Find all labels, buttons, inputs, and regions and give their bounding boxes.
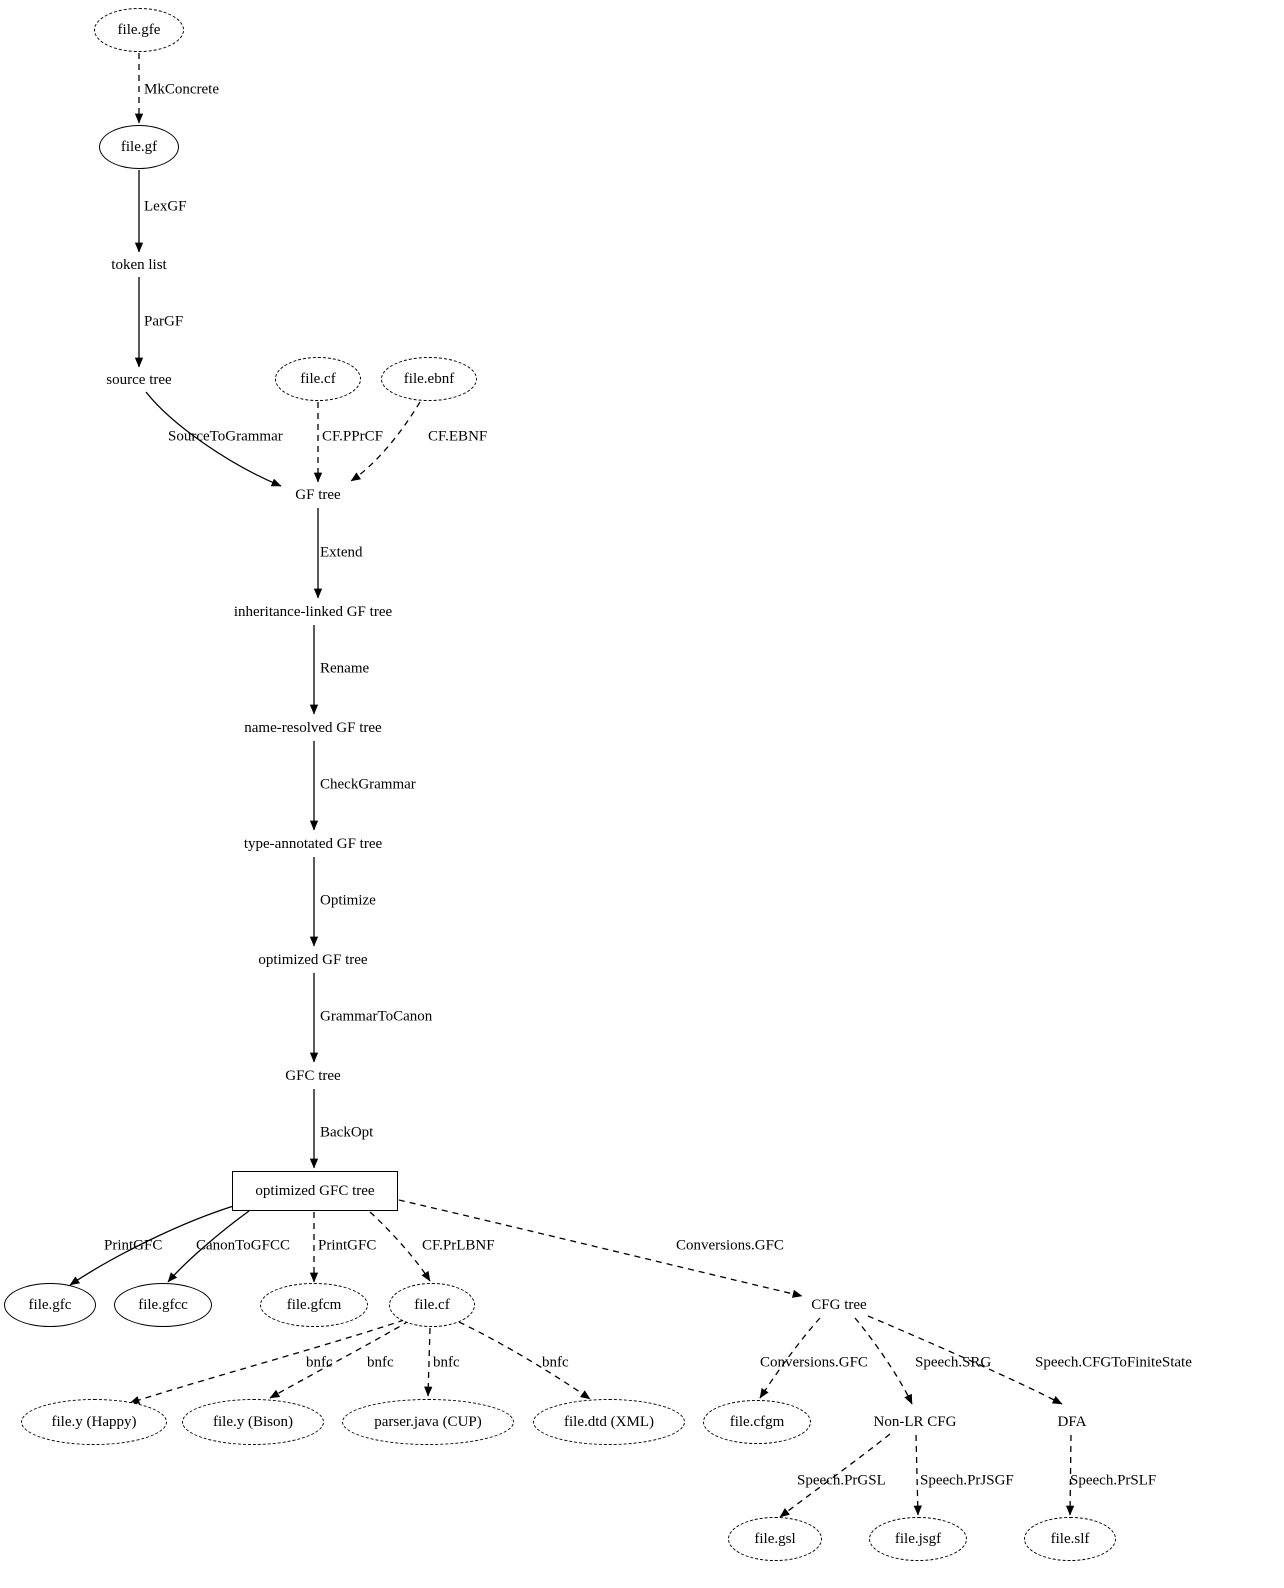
node-type-annotated-gf-tree <box>213 833 413 855</box>
node-label: GF tree <box>295 486 341 503</box>
edge-label-speech-srg: Speech.SRG <box>915 1354 992 1371</box>
node-label: source tree <box>106 371 172 388</box>
node-file-ebnf[interactable] <box>381 357 477 401</box>
edge-label-checkgrammar: CheckGrammar <box>320 776 416 793</box>
edge-file-cf-to-parser-java-cup <box>428 1328 430 1396</box>
node-file-cfgm[interactable] <box>703 1400 811 1444</box>
edge-optimized-gfc-to-file-cf <box>370 1212 430 1281</box>
edge-label-grammartocanon: GrammarToCanon <box>320 1008 433 1025</box>
node-file-gfcm[interactable] <box>260 1283 368 1327</box>
edge-label-bnfc-4: bnfc <box>542 1354 569 1371</box>
edge-label-optimize: Optimize <box>320 892 376 909</box>
node-source-tree <box>84 369 194 391</box>
edge-non-lr-cfg-to-file-jsgf <box>916 1435 918 1515</box>
edge-label-speech-prgsl: Speech.PrGSL <box>797 1472 886 1489</box>
edge-label-canontogfcc: CanonToGFCC <box>196 1237 290 1254</box>
node-label: type-annotated GF tree <box>243 835 383 852</box>
node-label: file.gfe <box>117 21 161 38</box>
node-file-cf-top[interactable] <box>275 357 361 401</box>
node-label: file.gf <box>120 138 158 155</box>
edge-label-sourcetogrammar: SourceToGrammar <box>168 428 283 445</box>
node-cfg-tree <box>789 1294 889 1316</box>
edge-label-bnfc-1: bnfc <box>306 1354 333 1371</box>
edge-label-bnfc-2: bnfc <box>367 1354 394 1371</box>
edge-label-printgfc-2: PrintGFC <box>318 1237 377 1254</box>
node-gf-tree <box>273 484 363 506</box>
node-file-cf-mid[interactable] <box>389 1283 475 1327</box>
node-file-slf[interactable] <box>1024 1517 1116 1561</box>
edge-label-speech-prslf: Speech.PrSLF <box>1070 1472 1157 1489</box>
node-label: parser.java (CUP) <box>374 1413 482 1430</box>
node-name-resolved-gf-tree <box>213 717 413 739</box>
node-file-dtd-xml[interactable] <box>533 1399 685 1445</box>
node-file-gf[interactable] <box>99 125 179 169</box>
edge-label-backopt: BackOpt <box>320 1124 374 1141</box>
edge-file-cf-to-file-y-happy <box>130 1320 404 1403</box>
edge-label-cf-pprcf: CF.PPrCF <box>322 428 383 445</box>
node-label: file.gsl <box>754 1530 796 1547</box>
edge-label-printgfc-1: PrintGFC <box>104 1237 163 1254</box>
edge-label-cf-prlbnf: CF.PrLBNF <box>422 1237 495 1254</box>
node-file-gfe[interactable] <box>94 8 184 52</box>
node-label: Non-LR CFG <box>873 1413 957 1430</box>
node-label: token list <box>111 256 167 273</box>
node-label: file.gfcc <box>138 1296 188 1313</box>
node-gfc-tree <box>263 1065 363 1087</box>
edge-label-speech-cfgtofinitestate: Speech.CFGToFiniteState <box>1035 1354 1192 1371</box>
edge-label-lexgf: LexGF <box>144 198 187 215</box>
node-label: DFA <box>1057 1413 1087 1430</box>
node-label: file.gfc <box>28 1296 72 1313</box>
node-label: file.jsgf <box>894 1530 942 1547</box>
node-label: file.gfcm <box>286 1296 342 1313</box>
node-inheritance-linked-gf-tree <box>203 601 423 623</box>
node-label: inheritance-linked GF tree <box>233 603 393 620</box>
edge-label-conversions-gfc-1: Conversions.GFC <box>676 1237 784 1254</box>
edge-label-rename: Rename <box>320 660 370 677</box>
edge-label-bnfc-3: bnfc <box>433 1354 460 1371</box>
node-label: file.cfgm <box>729 1413 785 1430</box>
node-file-jsgf[interactable] <box>869 1517 967 1561</box>
edge-label-extend: Extend <box>320 544 363 561</box>
node-label: file.slf <box>1050 1530 1090 1547</box>
node-label: GFC tree <box>285 1067 341 1084</box>
node-optimized-gfc-tree[interactable] <box>232 1171 398 1211</box>
node-non-lr-cfg <box>850 1411 980 1433</box>
node-file-y-bison[interactable] <box>182 1399 324 1445</box>
node-file-gsl[interactable] <box>728 1517 822 1561</box>
node-file-gfc[interactable] <box>4 1283 96 1327</box>
edge-label-mkconcrete: MkConcrete <box>144 81 219 98</box>
node-label: file.y (Bison) <box>213 1413 293 1430</box>
edge-file-cf-to-file-dtd-xml <box>459 1322 590 1399</box>
edge-label-speech-prjsgf: Speech.PrJSGF <box>920 1472 1014 1489</box>
edge-label-pargf: ParGF <box>144 313 184 330</box>
node-label: file.ebnf <box>403 370 455 387</box>
node-label: optimized GF tree <box>258 951 368 968</box>
node-file-gfcc[interactable] <box>114 1283 212 1327</box>
node-dfa <box>1042 1411 1102 1433</box>
node-parser-java-cup[interactable] <box>342 1399 514 1445</box>
node-label: file.y (Happy) <box>51 1413 137 1430</box>
node-label: CFG tree <box>811 1296 867 1313</box>
edge-label-cf-ebnf: CF.EBNF <box>428 428 488 445</box>
node-token-list <box>89 254 189 276</box>
node-optimized-gf-tree <box>233 949 393 971</box>
edge-label-conversions-gfc-2: Conversions.GFC <box>760 1354 868 1371</box>
node-label: file.cf <box>414 1296 450 1313</box>
node-label: file.dtd (XML) <box>564 1413 654 1430</box>
node-file-y-happy[interactable] <box>21 1399 167 1445</box>
node-label: name-resolved GF tree <box>244 719 382 736</box>
node-label: optimized GFC tree <box>255 1182 375 1199</box>
node-label: file.cf <box>300 370 336 387</box>
